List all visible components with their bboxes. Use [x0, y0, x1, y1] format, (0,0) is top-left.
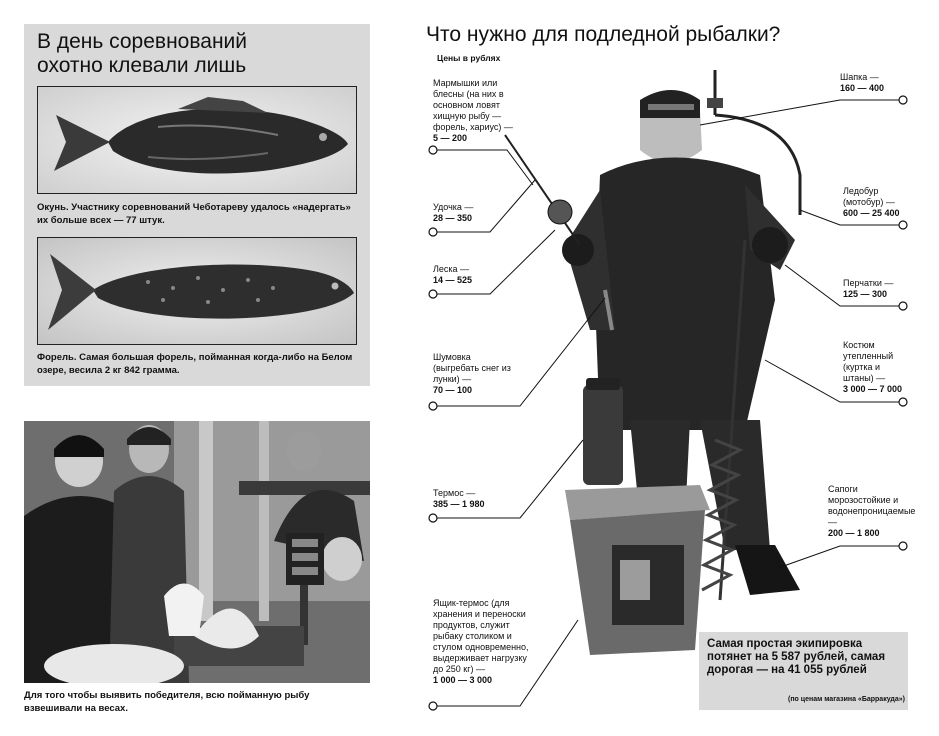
gear-item-suit: [843, 340, 911, 395]
gear-item-hat: [840, 72, 910, 94]
gear-item-auger: [843, 186, 911, 219]
gear-item-label: Термос —: [433, 488, 476, 498]
gear-item-lures: [433, 78, 515, 144]
gear-item-label: Ящик-термос (для хранения и переноски продуктов, служит рыбаку столиком и стулом одновременно, выдерживает нагрузку до 250 кг) —: [433, 598, 529, 674]
gear-item-label: Костюм утепленный (куртка и штаны) —: [843, 340, 894, 383]
gear-item-price: 5 — 200: [433, 133, 468, 143]
trout-caption: Форель. Самая большая форель, пойманная когда-либо на Белом озере, весила 2 кг 842 грамма.: [37, 352, 353, 376]
prices-note: Цены в рублях: [437, 53, 501, 63]
fishing-rod: [505, 135, 580, 245]
gear-item-label: Удочка —: [433, 202, 474, 212]
gear-item-price: 3 000 — 7 000: [843, 384, 903, 394]
gear-item-price: 70 — 100: [433, 385, 473, 395]
panel-title-line1: В день соревнований: [37, 30, 248, 53]
gear-item-price: 600 — 25 400: [843, 208, 900, 218]
gear-item-label: Шапка —: [840, 72, 879, 82]
gear-item-gloves: [843, 278, 911, 300]
gear-item-thermos: [433, 488, 513, 510]
gear-item-price: 385 — 1 980: [433, 499, 485, 509]
gear-item-label: Сапоги морозостойкие и водонепроницаемые —: [828, 484, 916, 527]
gear-item-skimmer: [433, 352, 519, 396]
perch-caption: Окунь. Участнику соревнований Чеботареву удалось «надергать» их больше всех — 77 штук.: [37, 202, 351, 226]
panel-title-line2: охотно клевали лишь: [37, 54, 247, 77]
gear-item-label: Шумовка (выгребать снег из лунки) —: [433, 352, 511, 384]
summary-source: (по ценам магазина «Барракуда»): [788, 696, 905, 703]
gear-item-label: Ледобур (мотобур) —: [843, 186, 895, 207]
gear-item-boots: [828, 484, 916, 539]
gear-item-label: Леска —: [433, 264, 470, 274]
gear-item-price: 125 — 300: [843, 289, 888, 299]
summary-text: Самая простая экипировка потянет на 5 587 рублей, самая дорогая — на 41 055 рублей: [707, 638, 886, 676]
gear-item-price: 160 — 400: [840, 83, 885, 93]
gear-item-rod: [433, 202, 513, 224]
gear-item-line: [433, 264, 513, 286]
gear-item-price: 14 — 525: [433, 275, 473, 285]
gear-title: Что нужно для подледной рыбалки?: [426, 23, 781, 46]
gear-item-cooler: [433, 598, 531, 686]
gear-item-price: 200 — 1 800: [828, 528, 880, 538]
cooler-box: [565, 485, 710, 655]
gear-item-price: 1 000 — 3 000: [433, 675, 493, 685]
gear-item-label: Мармышки или блесны (на них в основном ловят хищную рыбу — форель, хариус) —: [433, 78, 513, 132]
gear-item-label: Перчатки —: [843, 278, 894, 288]
thermos: [583, 378, 623, 485]
gear-item-price: 28 — 350: [433, 213, 473, 223]
weighing-caption: Для того чтобы выявить победителя, всю пойманную рыбу взвешивали на весах.: [24, 690, 310, 714]
